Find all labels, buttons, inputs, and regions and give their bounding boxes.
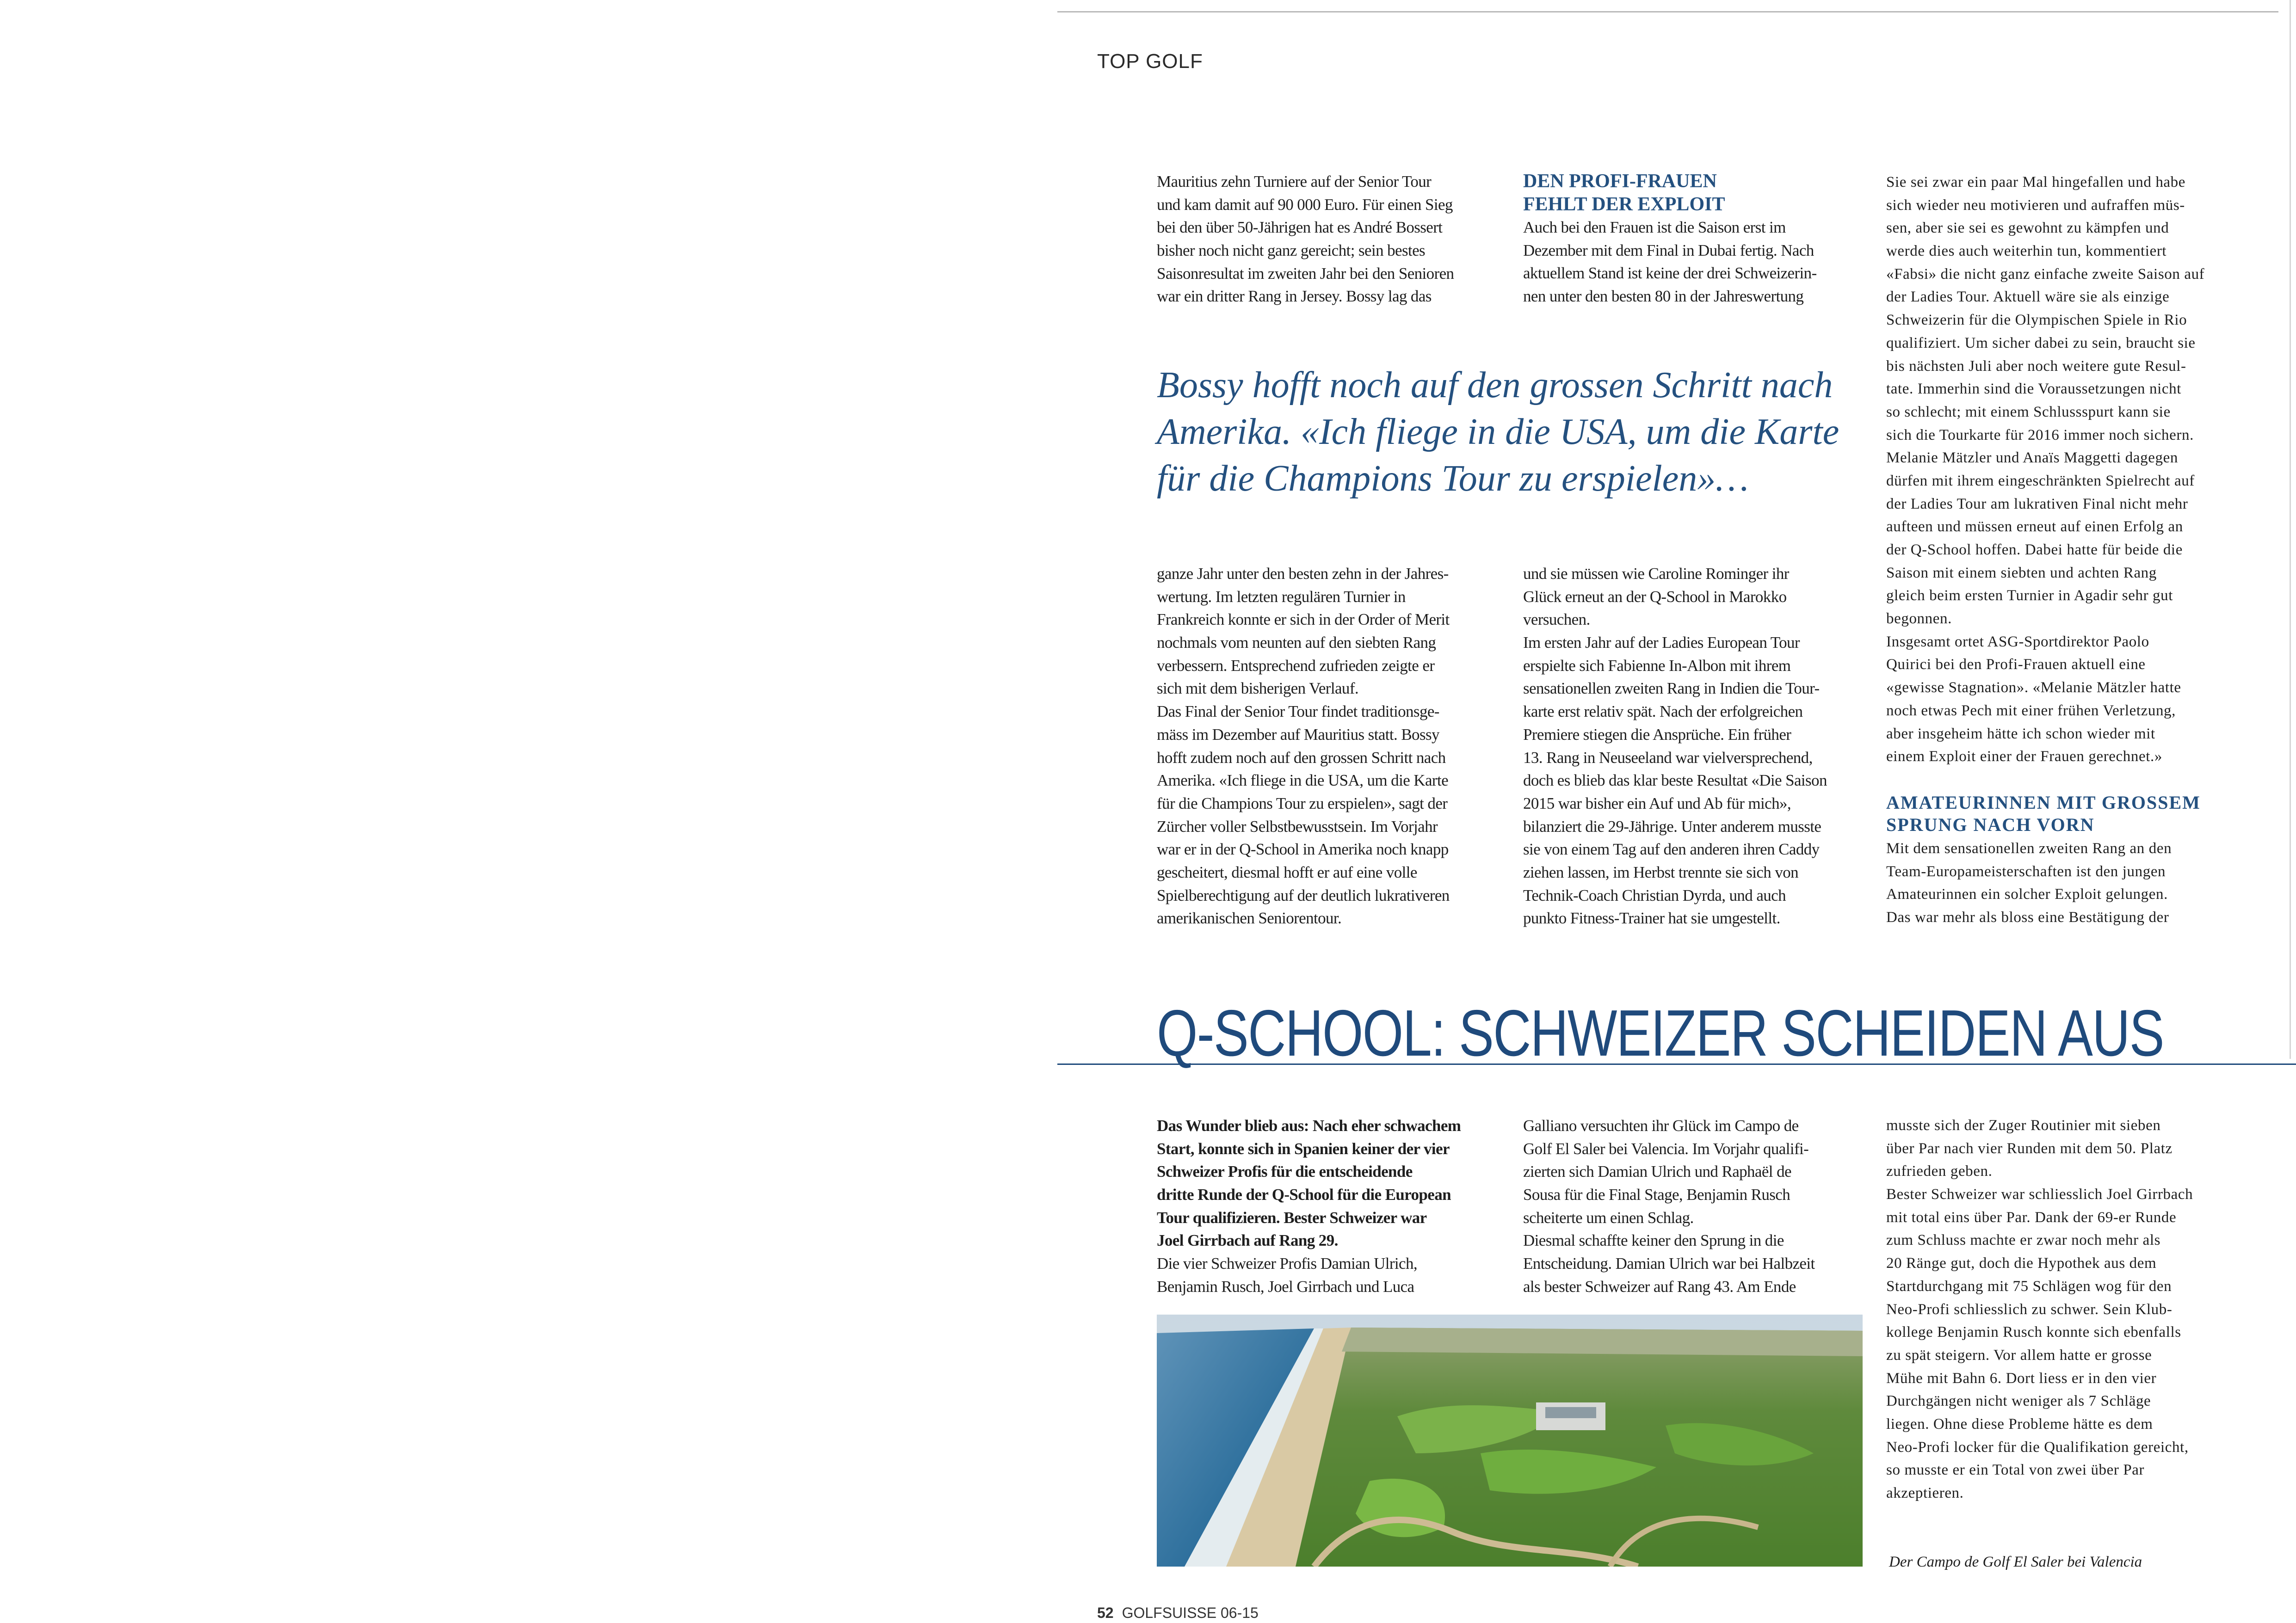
text-line: Mühe mit Bahn 6. Dort liess er in den vier xyxy=(1886,1370,2157,1387)
text-line: mit total eins über Par. Dank der 69-er Runde xyxy=(1886,1209,2177,1226)
text-line: als bester Schweizer auf Rang 43. Am Ende xyxy=(1523,1277,1796,1296)
text-line: Amerika. «Ich fliege in die USA, um die Karte xyxy=(1157,771,1449,790)
text-line: wertung. Im letzten regulären Turnier in xyxy=(1157,587,1406,606)
text-line: Sousa für die Final Stage, Benjamin Rusch xyxy=(1523,1186,1790,1204)
text-line: erspielte sich Fabienne In-Albon mit ihrem xyxy=(1523,656,1791,675)
column-3-text-2 xyxy=(1886,837,2238,929)
text-line: zufrieden geben. xyxy=(1886,1163,1993,1180)
text-line: Durchgängen nicht weniger als 7 Schläge xyxy=(1886,1393,2151,1410)
text-line: Quirici bei den Profi-Frauen aktuell eine xyxy=(1886,656,2146,673)
top-rule xyxy=(1057,11,2278,12)
text-line: SPRUNG NACH VORN xyxy=(1886,814,2095,835)
middle-column-2 xyxy=(1523,562,1875,930)
text-line: nochmals vom neunten auf den siebten Rang xyxy=(1157,633,1436,652)
column-3-text xyxy=(1886,171,2238,768)
text-line: Saison mit einem siebten und achten Rang xyxy=(1886,564,2157,581)
text-line: Galliano versuchten ihr Glück im Campo de xyxy=(1523,1117,1799,1135)
text-line: AMATEURINNEN MIT GROSSEM xyxy=(1886,792,2201,813)
text-line: Bester Schweizer war schliesslich Joel Girrbach xyxy=(1886,1186,2193,1203)
text-line: sie von einem Tag auf den anderen ihren Caddy xyxy=(1523,840,1820,859)
text-line: werde dies auch weiterhin tun, kommentiert xyxy=(1886,243,2167,260)
text-line: Sie sei zwar ein paar Mal hingefallen und habe xyxy=(1886,174,2186,191)
text-line: dritte Runde der Q-School für die European xyxy=(1157,1186,1451,1204)
text-line: sich wieder neu motivieren und aufraffen müs- xyxy=(1886,197,2185,214)
text-line: sich die Tourkarte für 2016 immer noch sichern. xyxy=(1886,426,2194,443)
text-line: Amateurinnen ein solcher Exploit gelungen. xyxy=(1886,886,2168,903)
bottom-column-1 xyxy=(1157,1252,1508,1298)
text-line: Neo-Profi locker für die Qualifikation gereicht, xyxy=(1886,1439,2189,1456)
text-line: zierten sich Damian Ulrich und Raphaël de xyxy=(1523,1162,1791,1181)
text-line: verbessern. Entsprechend zufrieden zeigte er xyxy=(1157,656,1435,675)
text-line: Dezember mit dem Final in Dubai fertig. Nach xyxy=(1523,241,1814,259)
text-line: ziehen lassen, im Herbst trennte sie sich von xyxy=(1523,863,1799,881)
photo-caption: Der Campo de Golf El Saler bei Valencia xyxy=(1889,1554,2142,1570)
text-line: Tour qualifizieren. Bester Schweizer war xyxy=(1157,1208,1427,1227)
text-line: Benjamin Rusch, Joel Girrbach und Luca xyxy=(1157,1277,1414,1296)
text-line: Frankreich konnte er sich in der Order of Merit xyxy=(1157,610,1450,629)
text-line: musste sich der Zuger Routinier mit sieben xyxy=(1886,1117,2161,1134)
top-column-2 xyxy=(1523,216,1875,308)
text-line: 2015 war bisher ein Auf und Ab für mich», xyxy=(1523,794,1791,812)
text-line: und kam damit auf 90 000 Euro. Für einen Sieg xyxy=(1157,195,1453,214)
text-line: Amerika. «Ich fliege in die USA, um die Karte xyxy=(1157,412,1839,452)
page-number: 52 xyxy=(1097,1605,1114,1621)
text-line: bisher noch nicht ganz gereicht; sein bestes xyxy=(1157,241,1426,260)
text-line: Zürcher voller Selbstbewusstsein. Im Vorjahr xyxy=(1157,817,1438,836)
text-line: bei den über 50-Jährigen hat es André Bossert xyxy=(1157,218,1443,237)
text-line: Saisonresultat im zweiten Jahr bei den Senioren xyxy=(1157,264,1454,283)
text-line: und sie müssen wie Caroline Rominger ihr xyxy=(1523,565,1789,583)
text-line: versuchen. xyxy=(1523,610,1590,629)
middle-column-1 xyxy=(1157,562,1508,930)
text-line: hofft zudem noch auf den grossen Schritt nach xyxy=(1157,748,1446,767)
text-line: scheiterte um einen Schlag. xyxy=(1523,1208,1694,1227)
text-line: gescheitert, diesmal hofft er auf eine volle xyxy=(1157,863,1417,881)
text-line: FEHLT DER EXPLOIT xyxy=(1523,193,1725,215)
text-line: Im ersten Jahr auf der Ladies European Tour xyxy=(1523,633,1800,652)
text-line: akzeptieren. xyxy=(1886,1485,1964,1501)
text-line: dürfen mit ihrem eingeschränkten Spielrecht auf xyxy=(1886,472,2195,489)
text-line: kollege Benjamin Rusch konnte sich ebenfalls xyxy=(1886,1324,2181,1341)
text-line: Mit dem sensationellen zweiten Rang an den xyxy=(1886,840,2172,857)
text-line: liegen. Ohne diese Probleme hätte es dem xyxy=(1886,1415,2153,1432)
heading-profi-frauen xyxy=(1523,170,1725,216)
text-line: der Ladies Tour. Aktuell wäre sie als einzige xyxy=(1886,289,2170,306)
bottom-column-2 xyxy=(1523,1114,1875,1298)
text-line: punkto Fitness-Trainer hat sie umgestellt. xyxy=(1523,909,1780,928)
text-line: sich mit dem bisherigen Verlauf. xyxy=(1157,679,1359,698)
text-line: 20 Ränge gut, doch die Hypothek aus dem xyxy=(1886,1255,2157,1272)
text-line: Die vier Schweizer Profis Damian Ulrich, xyxy=(1157,1254,1418,1273)
text-line: aktuellem Stand ist keine der drei Schweizerin- xyxy=(1523,264,1817,283)
text-line: einem Exploit einer der Frauen gerechnet.» xyxy=(1886,748,2162,765)
text-line: Glück erneut an der Q-School in Marokko xyxy=(1523,587,1787,606)
text-line: Schweizerin für die Olympischen Spiele in Rio xyxy=(1886,312,2187,329)
text-line: der Q-School hoffen. Dabei hatte für beide die xyxy=(1886,541,2183,558)
page-edge xyxy=(2290,0,2291,1059)
text-line: sensationellen zweiten Rang in Indien die Tour- xyxy=(1523,679,1820,698)
golf-course-aerial-photo xyxy=(1157,1315,1863,1567)
text-line: der Ladies Tour am lukrativen Final nicht mehr xyxy=(1886,495,2188,512)
text-line: tate. Immerhin sind die Voraussetzungen nicht xyxy=(1886,381,2181,398)
text-line: Melanie Mätzler und Anaïs Maggetti dagegen xyxy=(1886,449,2178,467)
heading-amateurinnen xyxy=(1886,792,2201,836)
text-line: ganze Jahr unter den besten zehn in der Jahres- xyxy=(1157,565,1449,583)
text-line: mäss im Dezember auf Mauritius statt. Bossy xyxy=(1157,725,1439,744)
text-line: sen, aber sie sei es gewohnt zu kämpfen und xyxy=(1886,220,2169,237)
text-line: war ein dritter Rang in Jersey. Bossy lag das xyxy=(1157,287,1432,306)
text-line: Joel Girrbach auf Rang 29. xyxy=(1157,1231,1338,1250)
text-line: Technik-Coach Christian Dyrda, und auch xyxy=(1523,886,1786,904)
text-line: Entscheidung. Damian Ulrich war bei Halbzeit xyxy=(1523,1254,1815,1273)
text-line: Premiere stiegen die Ansprüche. Ein früher xyxy=(1523,725,1791,744)
section-label: TOP GOLF xyxy=(1097,50,1203,73)
text-line: war er in der Q-School in Amerika noch knapp xyxy=(1157,840,1449,859)
text-line: «Fabsi» die nicht ganz einfache zweite Saison auf xyxy=(1886,265,2205,283)
text-line: qualifiziert. Um sicher dabei zu sein, braucht sie xyxy=(1886,334,2196,351)
text-line: aber insgeheim hätte ich schon wieder mit xyxy=(1886,725,2155,742)
text-line: Auch bei den Frauen ist die Saison erst im xyxy=(1523,218,1786,236)
text-line: bilanziert die 29-Jährige. Unter anderem musste xyxy=(1523,817,1821,836)
bottom-column-3 xyxy=(1886,1114,2238,1505)
text-line: Startdurchgang mit 75 Schlägen wog für den xyxy=(1886,1278,2172,1295)
pull-quote xyxy=(1157,362,1878,502)
article-lead xyxy=(1157,1114,1508,1252)
text-line: Mauritius zehn Turniere auf der Senior Tour xyxy=(1157,172,1432,191)
text-line: Spielberechtigung auf der deutlich lukrativeren xyxy=(1157,886,1450,904)
text-line: «gewisse Stagnation». «Melanie Mätzler hatte xyxy=(1886,679,2181,696)
text-line: 13. Rang in Neuseeland war vielversprechend, xyxy=(1523,748,1813,767)
text-line: gleich beim ersten Turnier in Agadir sehr gut xyxy=(1886,587,2173,604)
text-line: doch es blieb das klar beste Resultat «Die Saison xyxy=(1523,771,1827,790)
text-line: karte erst relativ spät. Nach der erfolgreichen xyxy=(1523,702,1803,721)
text-line: Das Final der Senior Tour findet traditionsge- xyxy=(1157,702,1439,721)
text-line: Start, konnte sich in Spanien keiner der vier xyxy=(1157,1139,1450,1158)
text-line: Team-Europameisterschaften ist den jungen xyxy=(1886,863,2166,880)
text-line: Golf El Saler bei Valencia. Im Vorjahr qualifi- xyxy=(1523,1139,1809,1158)
magazine-issue: GOLFSUISSE 06-15 xyxy=(1122,1605,1259,1621)
text-line: Das war mehr als bloss eine Bestätigung der xyxy=(1886,909,2169,926)
text-line: für die Champions Tour zu erspielen»… xyxy=(1157,458,1749,499)
text-line: amerikanischen Seniorentour. xyxy=(1157,909,1342,928)
text-line: Das Wunder blieb aus: Nach eher schwachem xyxy=(1157,1117,1461,1135)
text-line: Neo-Profi schliesslich zu schwer. Sein Klub- xyxy=(1886,1301,2173,1318)
page-footer xyxy=(1097,1605,1259,1622)
text-line: Diesmal schaffte keiner den Sprung in die xyxy=(1523,1231,1784,1250)
text-line: zu spät steigern. Vor allem hatte er grosse xyxy=(1886,1346,2152,1364)
text-line: begonnen. xyxy=(1886,610,1952,627)
text-line: über Par nach vier Runden mit dem 50. Platz xyxy=(1886,1140,2173,1157)
text-line: Schweizer Profis für die entscheidende xyxy=(1157,1162,1413,1181)
article-headline: Q-SCHOOL: SCHWEIZER SCHEIDEN AUS xyxy=(1157,996,2164,1070)
text-line: bis nächsten Juli aber noch weitere gute Resul- xyxy=(1886,357,2186,375)
text-line: noch etwas Pech mit einer frühen Verletzung, xyxy=(1886,702,2176,719)
text-line: Insgesamt ortet ASG-Sportdirektor Paolo xyxy=(1886,633,2149,650)
text-line: DEN PROFI-FRAUEN xyxy=(1523,171,1717,192)
text-line: so musste er ein Total von zwei über Par xyxy=(1886,1462,2145,1479)
text-line: so schlecht; mit einem Schlussspurt kann sie xyxy=(1886,403,2171,420)
text-line: nen unter den besten 80 in der Jahreswertung xyxy=(1523,287,1804,306)
text-line: aufteen und müssen erneut auf einen Erfolg an xyxy=(1886,518,2183,535)
top-column-1 xyxy=(1157,170,1508,308)
text-line: für die Champions Tour zu erspielen», sagt der xyxy=(1157,794,1448,812)
text-line: Bossy hofft noch auf den grossen Schritt nach xyxy=(1157,365,1833,406)
text-line: zum Schluss machte er zwar noch mehr als xyxy=(1886,1232,2161,1249)
